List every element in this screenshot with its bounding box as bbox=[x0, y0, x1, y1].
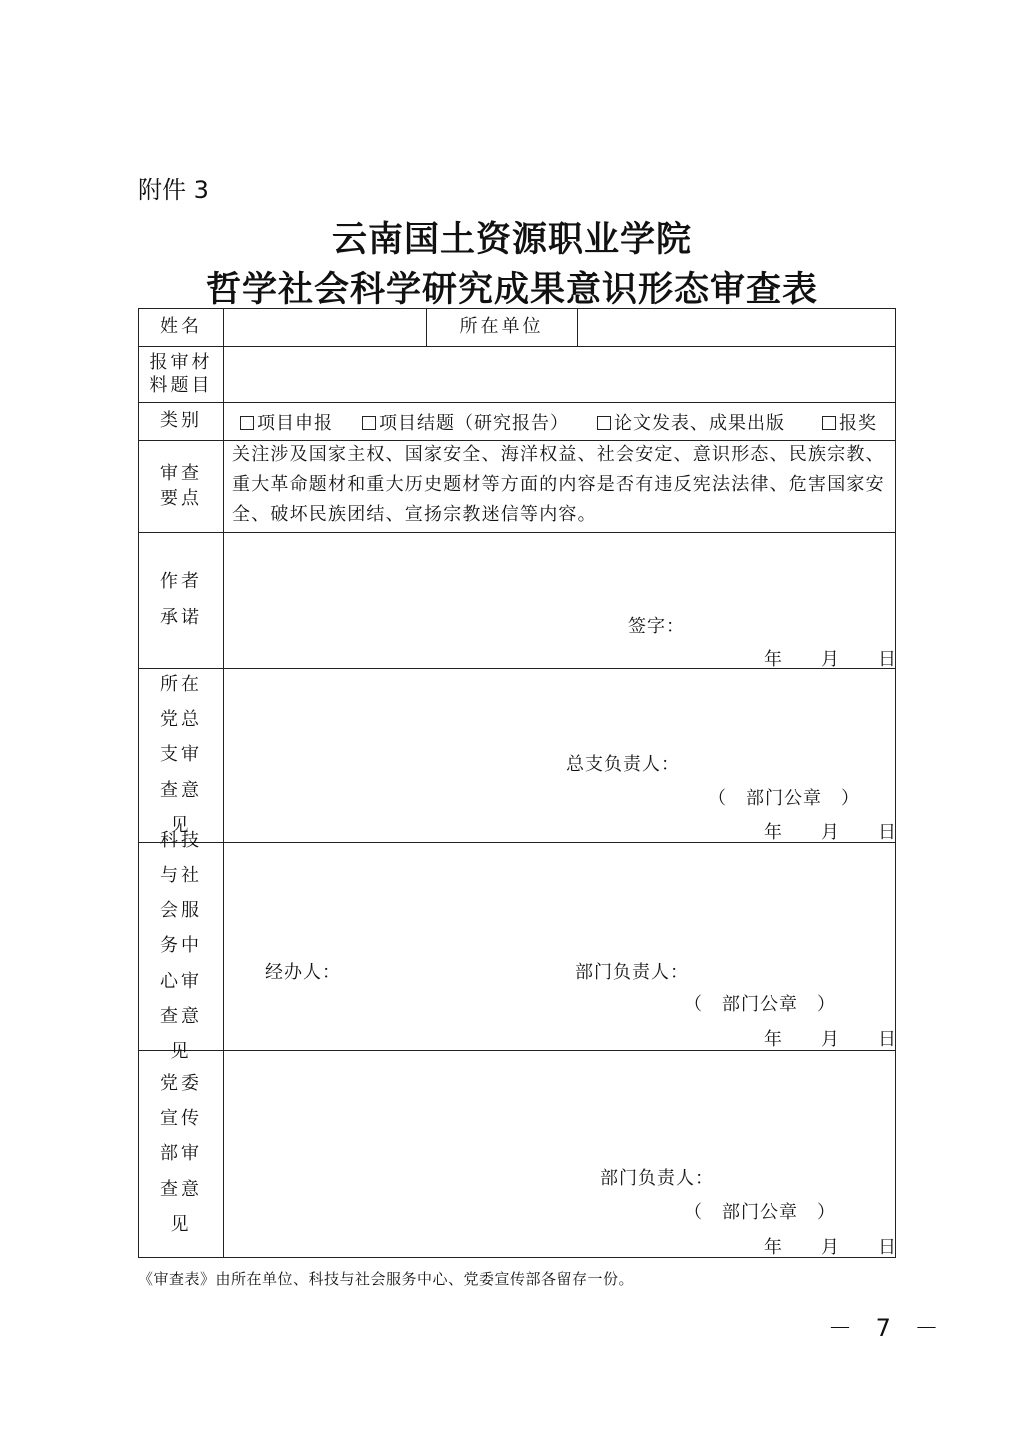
checkbox-icon bbox=[240, 416, 254, 430]
author-sign-label: 签字： bbox=[628, 616, 685, 637]
material-title-input[interactable] bbox=[226, 348, 894, 400]
material-label: 报审材料题目 bbox=[149, 351, 213, 396]
category-option[interactable]: 报奖 bbox=[822, 409, 877, 435]
author-date: 年 月 日 bbox=[764, 649, 897, 670]
branch-seal: （ 部门公章 ） bbox=[708, 788, 860, 809]
category-option[interactable]: 论文发表、成果出版 bbox=[597, 409, 785, 435]
category-option[interactable]: 项目结题（研究报告） bbox=[362, 409, 569, 435]
tech-center-review-label: 科技与社会服务中心审查意见 bbox=[160, 830, 202, 1062]
tech-date: 年 月 日 bbox=[764, 1029, 897, 1050]
propaganda-review-label: 党委宣传部审查意见 bbox=[160, 1073, 202, 1235]
review-points-text: 关注涉及国家主权、国家安全、海洋权益、社会安定、意识形态、民族宗教、重大革命题材和重大历史题材等方面的内容是否有违反宪法法律、危害国家安全、破坏民族团结、宣扬宗教迷信等内容。 bbox=[232, 444, 885, 525]
page-number: － 7 － bbox=[828, 1314, 947, 1342]
checkbox-icon bbox=[822, 416, 836, 430]
title-line-2: 哲学社会科学研究成果意识形态审查表 bbox=[205, 269, 818, 310]
branch-review-label: 所在党总支审查意见 bbox=[160, 674, 202, 836]
unit-input[interactable] bbox=[580, 310, 894, 344]
unit-label: 所在单位 bbox=[459, 316, 544, 338]
branch-head-label: 总支负责人： bbox=[566, 754, 680, 775]
row-divider bbox=[138, 532, 896, 533]
tech-seal: （ 部门公章 ） bbox=[684, 994, 836, 1015]
review-points-label: 审查要点 bbox=[160, 462, 202, 509]
row-divider bbox=[138, 346, 896, 347]
title-line-1: 云南国土资源职业学院 bbox=[331, 219, 692, 260]
attachment-label: 附件 3 bbox=[138, 176, 209, 204]
branch-date: 年 月 日 bbox=[764, 822, 897, 843]
propaganda-head-label: 部门负责人： bbox=[600, 1168, 714, 1189]
category-label: 类别 bbox=[160, 410, 202, 432]
tech-head-label: 部门负责人： bbox=[575, 962, 689, 983]
propaganda-seal: （ 部门公章 ） bbox=[684, 1202, 836, 1223]
author-pledge-label: 作者承诺 bbox=[160, 571, 202, 628]
category-option[interactable]: 项目申报 bbox=[240, 409, 333, 435]
tech-handler-label: 经办人： bbox=[265, 962, 341, 983]
name-input[interactable] bbox=[226, 310, 424, 344]
propaganda-date: 年 月 日 bbox=[764, 1237, 897, 1258]
name-label: 姓名 bbox=[160, 316, 202, 338]
footnote: 《审查表》由所在单位、科技与社会服务中心、党委宣传部各留存一份。 bbox=[138, 1270, 635, 1288]
name-row-divider bbox=[577, 308, 578, 346]
checkbox-icon bbox=[597, 416, 611, 430]
row-divider bbox=[138, 402, 896, 403]
checkbox-icon bbox=[362, 416, 376, 430]
